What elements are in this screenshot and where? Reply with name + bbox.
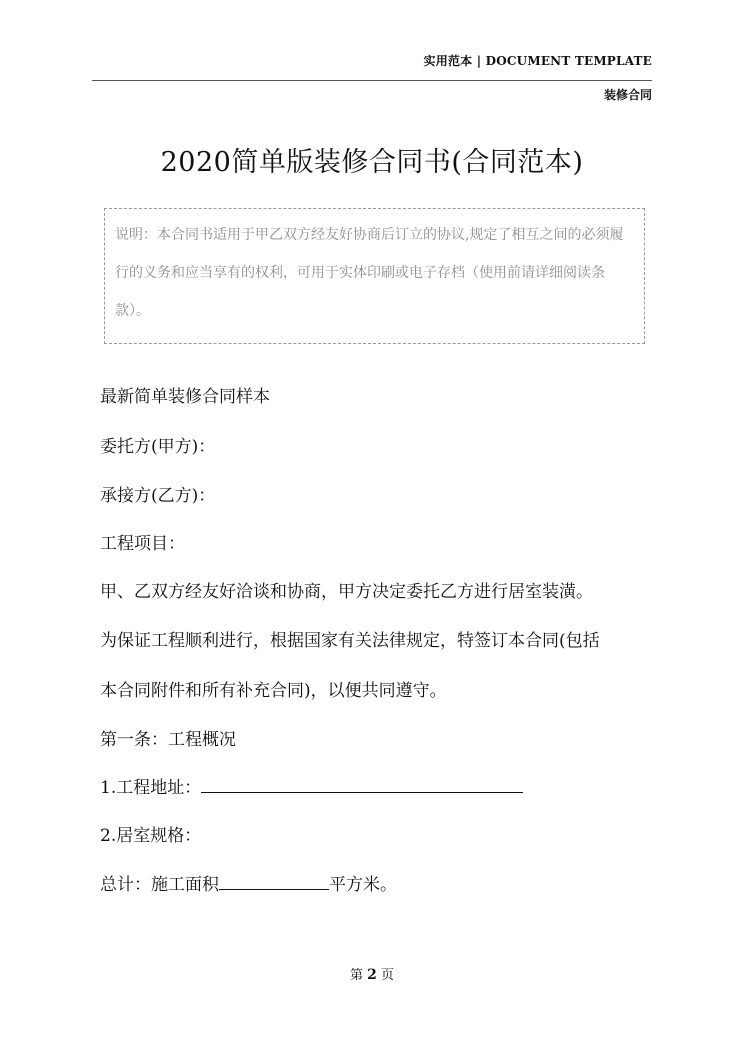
- paragraph-project: 工程项目：: [100, 534, 185, 554]
- paragraph-intro-line2: 为保证工程顺利进行，根据国家有关法律规定，特签订本合同(包括: [100, 631, 600, 651]
- page-footer: [0, 964, 744, 983]
- paragraph-address: [100, 773, 656, 798]
- area-blank-field: [219, 875, 329, 890]
- total-area-label: 总计：施工面积: [100, 875, 219, 895]
- document-title: 2020简单版装修合同书(合同范本): [160, 147, 584, 178]
- section-heading-overview: 第一条：工程概况: [100, 730, 236, 750]
- paragraph-total-area: [100, 870, 656, 895]
- header-divider: [92, 80, 652, 81]
- paragraph-party-b: 承接方(乙方)：: [100, 486, 216, 506]
- header-category: 装修合同: [603, 88, 652, 102]
- address-blank-field: [201, 778, 523, 793]
- footer-prefix: 第: [349, 968, 363, 983]
- paragraph-sample-title: 最新简单装修合同样本: [100, 387, 270, 407]
- paragraph-party-a: 委托方(甲方)：: [100, 437, 216, 457]
- paragraph-intro-line3: 本合同附件和所有补充合同)，以便共同遵守。: [100, 681, 447, 701]
- paragraph-intro-line1: 甲、乙双方经友好洽谈和协商，甲方决定委托乙方进行居室装潢。: [100, 582, 593, 602]
- header-doc-template: 实用范本 | DOCUMENT TEMPLATE: [423, 54, 652, 68]
- address-label: 1.工程地址：: [100, 778, 202, 798]
- footer-suffix: 页: [381, 968, 395, 983]
- paragraph-room-spec: 2.居室规格：: [100, 826, 202, 846]
- note-text: 说明：本合同书适用于甲乙双方经友好协商后订立的协议,规定了相互之间的必须履行的义务和应当享有的权利，可用于实体印刷或电子存档（使用前请详细阅读条款）。: [115, 227, 624, 319]
- note-box: [104, 208, 645, 344]
- total-area-unit: 平方米。: [329, 875, 397, 895]
- page-number: 2: [367, 967, 377, 983]
